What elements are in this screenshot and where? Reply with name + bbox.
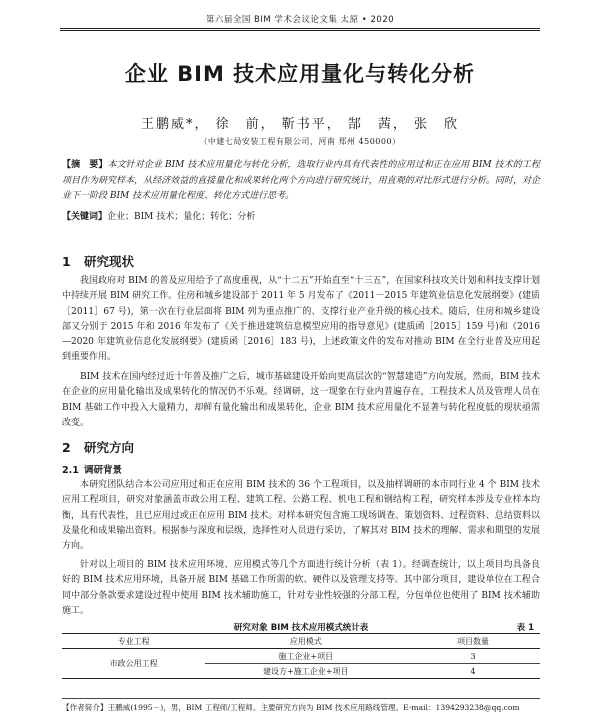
table-cell: 3	[470, 651, 476, 661]
table-cell: 4	[406, 664, 540, 679]
header-rule	[60, 28, 540, 29]
subsection-title: 调研背景	[84, 465, 123, 476]
section-2-1-paragraph-1: 本研究团队结合本公司应用过和正在应用 BIM 技术的 36 个工程项目，以及抽样调研的本市同行业 4 个 BIM 技术应用工程项目，研究对象涵盖市政公用工程、建筑工程、公路工程、机电工程和钢结构工程，研究样本涉及专业样本均衡，具有代表性，且已应用过或正在应用 BIM 技术。对样本研究包含施工现场调查、策划资料、过程资料、总结资料以及量化和成果输出资料。根据参与深度和层级，选择性对人员进行采访，了解其对 BIM 技术的理解、需求和期望的发展方向。	[62, 480, 540, 552]
keywords-label: 【关键词】	[62, 212, 108, 222]
section-1-paragraph-2: BIM 技术在国内经过近十年普及推广之后，城市基础建设开始向更高层次的“智慧建造”方向发展，然而，BIM 技术在企业的应用量化输出及成果转化的情况仍不乐观。经调研，这一现象在行业内普遍存在，工程技术人员及管理人员在 BIM 基础工作中投入大量精力，却鲜有量化输出和成果转化，企业 BIM 技术应用量化不显著与转化程度低的现状亟需改变。	[62, 372, 540, 428]
table-cell: 施工企业+项目	[278, 651, 334, 661]
section-title: 研究现状	[84, 254, 135, 269]
table-header-cell: 应用模式	[205, 634, 406, 649]
table-cell: 市政公用工程	[109, 659, 158, 668]
section-heading-1	[62, 252, 134, 270]
table-title: 研究对象 BIM 技术应用模式统计表	[233, 623, 369, 633]
paper-title: 企业 BIM 技术应用量化与转化分析	[124, 62, 476, 86]
section-number: 1	[62, 254, 71, 269]
footnote-rule	[62, 698, 540, 699]
section-number: 2	[62, 440, 71, 455]
section-1-paragraph-1: 我国政府对 BIM 的普及应用给予了高度重视，从“十二五”开始直至“十三五”，在国家科技攻关计划和科技支撑计划中持续开展 BIM 研究工作。住房和城乡建设部于 2011 年 5 月发布了《2011－2015 年建筑业信息化发展纲要》(建质［2011］67 号)，第一次在行业层面将 BIM 列为重点推广的、支撑行业产业升级的核心技术。随后，住房和城乡建设部又分别于 2015 年和 2016 年发布了《关于推进建筑信息模型应用的指导意见》(建质函［2015］159 号)和《2016—2020 年建筑业信息化发展纲要》(建质函［2016］183 号)，上述政策文件的发布对推动 BIM 在全行业普及应用起到重要作用。	[62, 276, 540, 363]
keywords	[62, 210, 540, 225]
table-number: 表 1	[516, 623, 534, 633]
table-header-row	[62, 634, 540, 649]
running-head: 第六届全国 BIM 学术会议论文集 太原 • 2020	[205, 15, 395, 25]
subsection-number: 2.1	[62, 465, 79, 476]
section-title: 研究方向	[84, 440, 135, 455]
author-affiliation: （中建七局安装工程有限公司，河南 郑州 450000）	[199, 137, 401, 146]
abstract-text: 本文针对企业 BIM 技术应用量化与转化分析，选取行业内具有代表性的应用过和正在应用 BIM 技术的工程项目作为研究样本，从经济效益的直接量化和成果转化两个方向进行研究统计，用直观的对比形式进行分析。同时，对企业下一阶段 BIM 技术应用量化程度、转化方式进行思考。	[62, 160, 540, 201]
table-row	[62, 649, 540, 664]
section-2-1-paragraph-2: 针对以上项目的 BIM 技术应用环境、应用模式等几个方面进行统计分析（表 1）。经调查统计，以上项目均具备良好的 BIM 技术应用环境，具备开展 BIM 基础工作所需的软、硬件以及管理支持等。其中部分项目，建设单位在工程合同中部分条款要求建设过程中使用 BIM 技术辅助施工，针对专业性较强的分部工程，分包单位也使用了 BIM 技术辅助施工。	[62, 560, 540, 616]
author-footnote: 【作者简介】王鹏威(1995－)，男，BIM 工程师/工程师。主要研究方向为 BIM 技术应用路线管理。E-mail：1394293238@qq.com	[62, 703, 520, 712]
keywords-text: 企业；BIM 技术；量化；转化；分析	[107, 212, 256, 222]
header-rule-thin	[60, 30, 540, 31]
abstract	[62, 158, 540, 205]
section-heading-2	[62, 438, 134, 456]
table-header-cell: 项目数量	[406, 634, 540, 649]
author-list: 王鹏威*， 徐 前， 靳书平， 郜 茜， 张 欣	[140, 117, 460, 132]
table-header-cell: 专业工程	[62, 634, 205, 649]
subsection-heading-2-1	[62, 462, 122, 476]
abstract-label: 【摘 要】	[62, 160, 108, 170]
table-cell: 建设方+施工企业+项目	[205, 664, 406, 679]
bim-mode-statistics-table	[62, 633, 540, 679]
